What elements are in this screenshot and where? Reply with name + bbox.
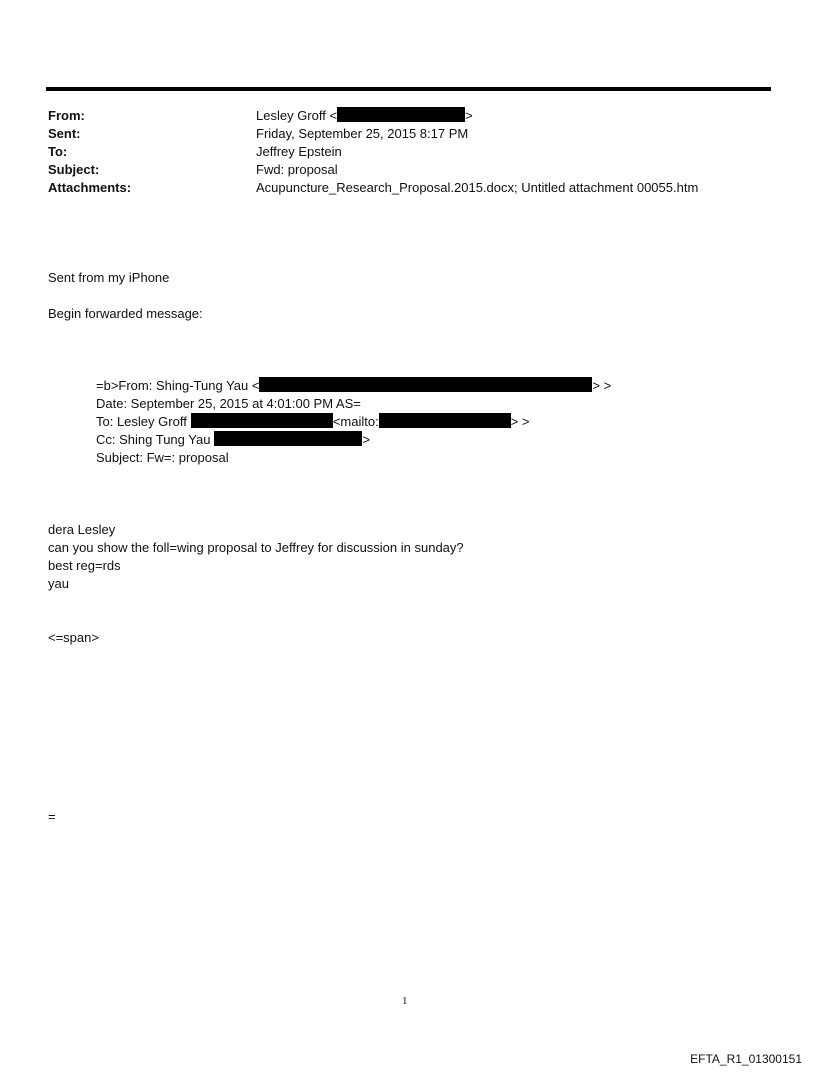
sent-from-line: Sent from my iPhone: [48, 270, 170, 285]
fwd-date-line: Date: September 25, 2015 at 4:01:00 PM AS=: [96, 396, 361, 411]
span-tag-line: <=span>: [48, 630, 99, 645]
redaction-box: [379, 413, 511, 428]
attachments-value: Acupuncture_Research_Proposal.2015.docx; Untitled attachment 00055.htm: [256, 180, 699, 195]
from-suffix: >: [465, 108, 473, 123]
sent-value: Friday, September 25, 2015 8:17 PM: [256, 126, 469, 141]
fwd-to-mailto: <mailto:: [332, 414, 379, 429]
redaction-box: [191, 413, 333, 428]
header-rule: [46, 87, 771, 91]
fwd-subject-line: Subject: Fw=: proposal: [96, 450, 229, 465]
message-line-1: dera Lesley: [48, 522, 116, 537]
begin-forwarded-line: Begin forwarded message:: [48, 306, 203, 321]
fwd-to-line: [96, 413, 530, 431]
redaction-box: [214, 431, 362, 446]
redaction-box: [337, 107, 465, 122]
from-label: From:: [48, 108, 85, 123]
bates-number: EFTA_R1_01300151: [690, 1052, 802, 1066]
fwd-from-text: =b>From: Shing-Tung Yau <: [96, 378, 260, 393]
sent-label: Sent:: [48, 126, 81, 141]
from-value: [256, 107, 473, 125]
fwd-cc-line: [96, 431, 370, 449]
message-line-2: can you show the foll=wing proposal to Jeffrey for discussion in sunday?: [48, 540, 464, 555]
message-line-4: yau: [48, 576, 69, 591]
redaction-box: [259, 377, 592, 392]
subject-value: Fwd: proposal: [256, 162, 338, 177]
to-label: To:: [48, 144, 68, 159]
attachments-label: Attachments:: [48, 180, 132, 195]
message-line-3: best reg=rds: [48, 558, 121, 573]
fwd-to-suffix: > >: [510, 414, 530, 429]
fwd-from-line: [96, 377, 611, 395]
fwd-from-suffix: > >: [592, 378, 612, 393]
fwd-cc-text: Cc: Shing Tung Yau: [96, 432, 211, 447]
page-number: 1: [402, 995, 408, 1007]
to-value: Jeffrey Epstein: [256, 144, 342, 159]
from-name: Lesley Groff <: [256, 108, 338, 123]
subject-label: Subject:: [48, 162, 100, 177]
equals-line: =: [48, 809, 56, 824]
fwd-to-text: To: Lesley Groff: [96, 414, 187, 429]
fwd-cc-suffix: >: [362, 432, 371, 447]
